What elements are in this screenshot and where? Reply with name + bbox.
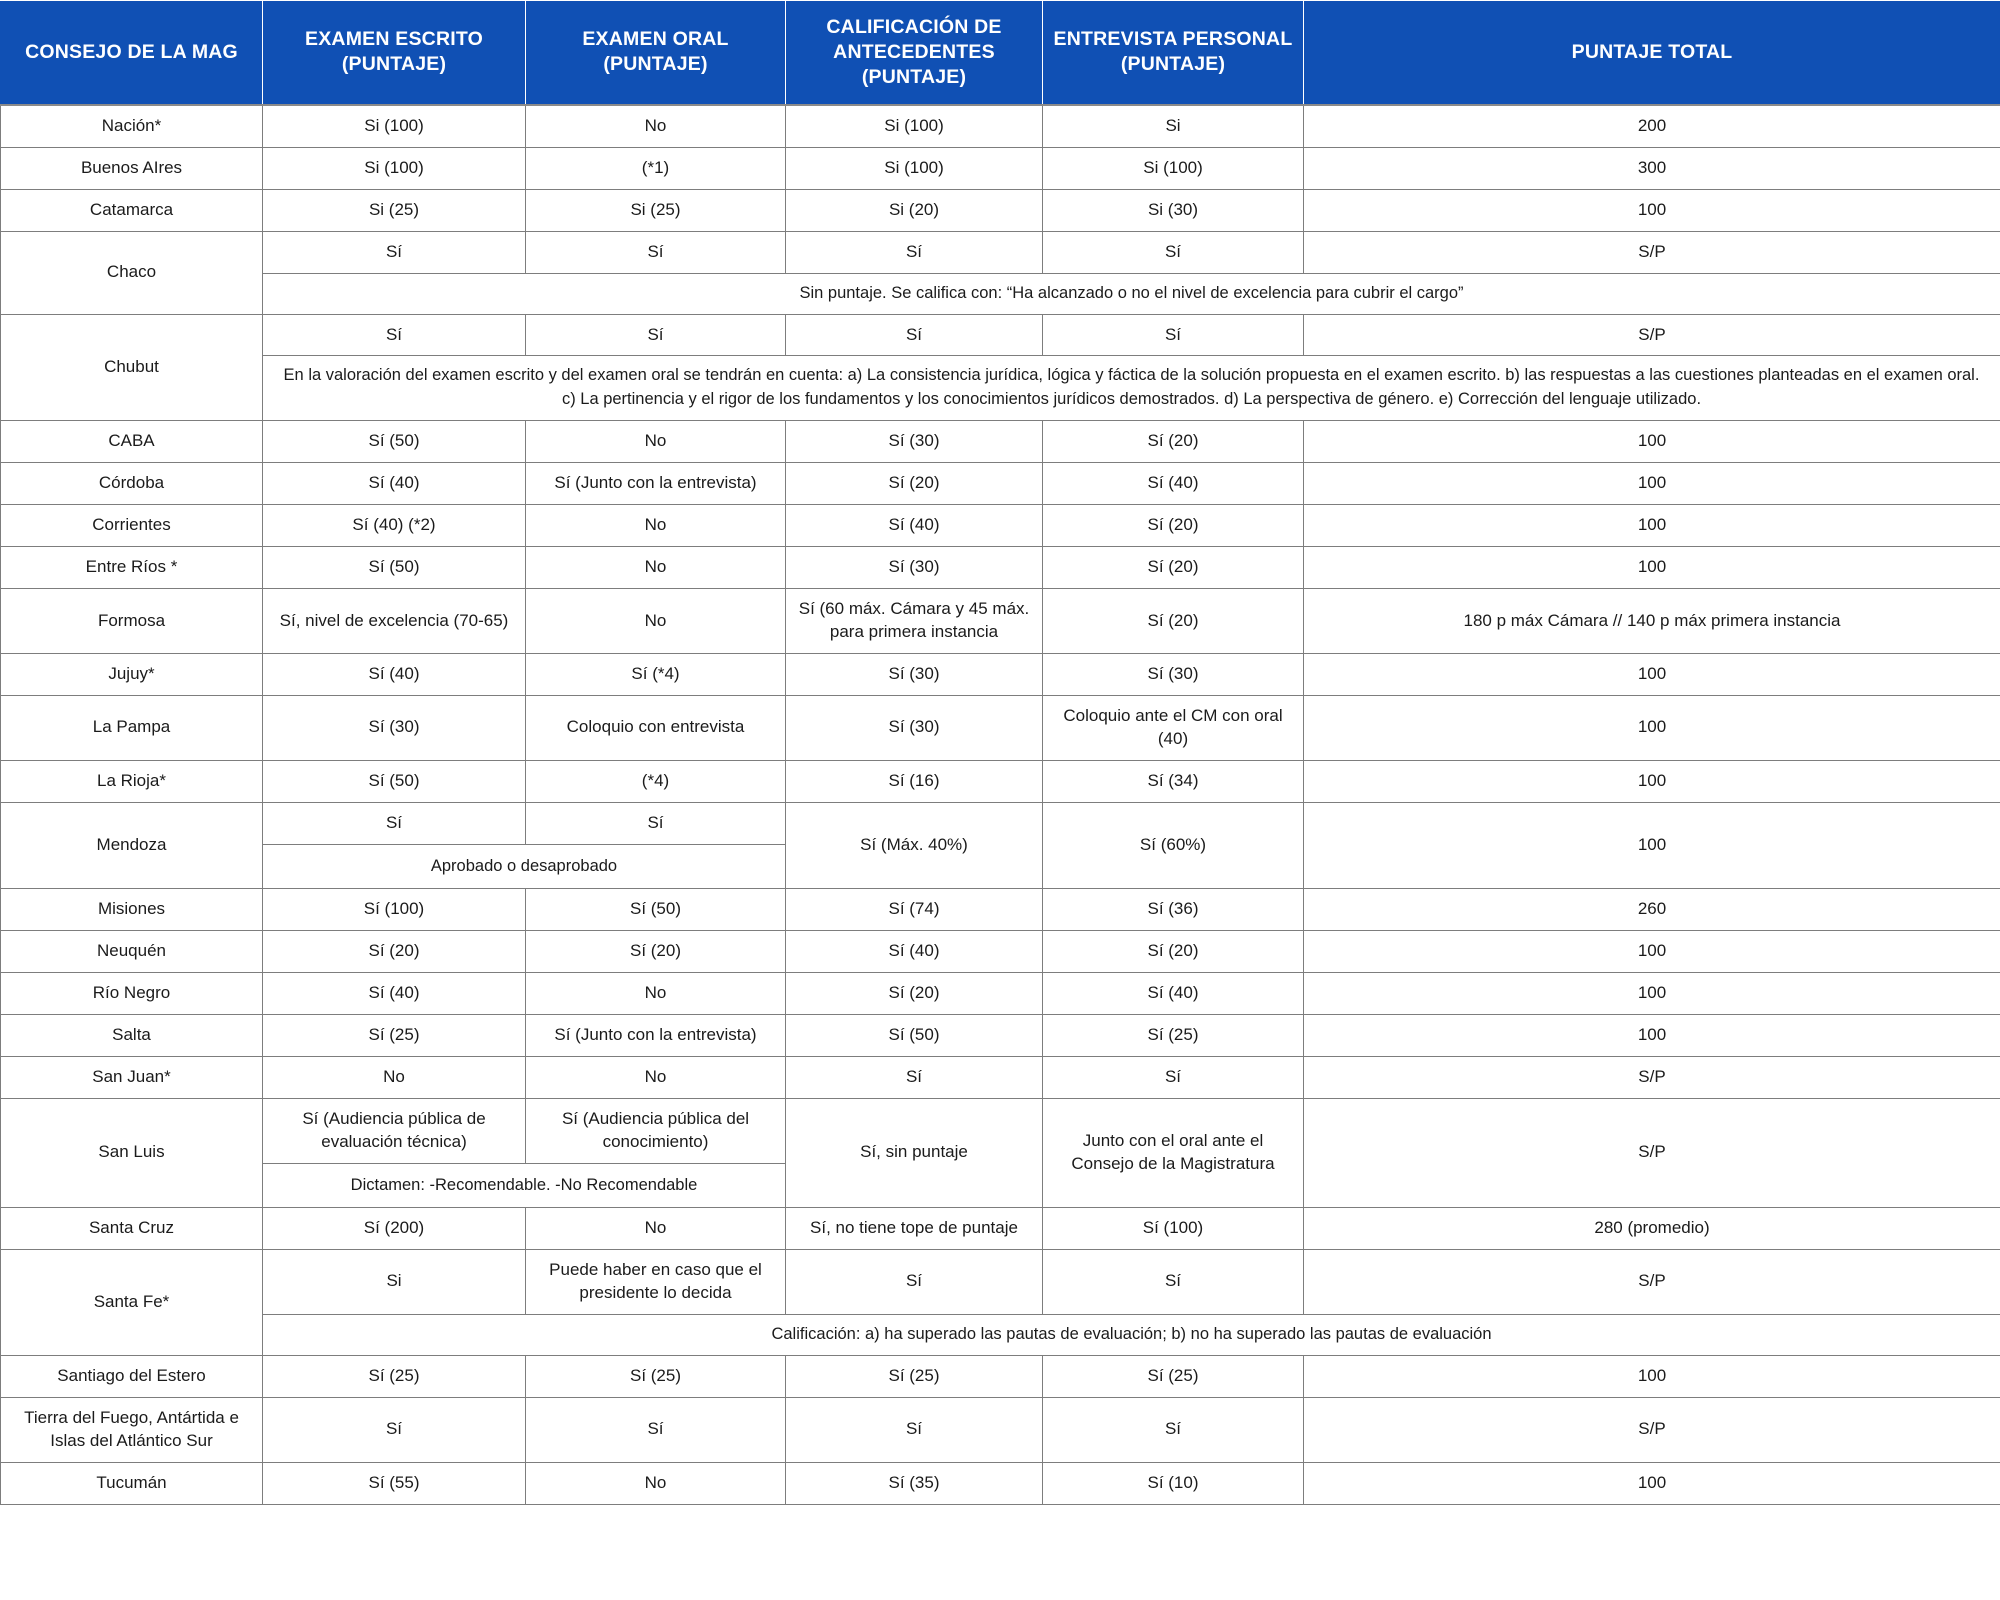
row-note: Aprobado o desaprobado <box>263 844 786 888</box>
row-puntaje-total: 100 <box>1304 972 2000 1014</box>
row-antecedentes: Sí <box>786 314 1043 356</box>
column-header-antecedentes <box>786 1 1043 105</box>
row-antecedentes: Sí <box>786 231 1043 273</box>
row-entrevista: Sí <box>1043 1249 1304 1314</box>
row-examen-oral: Sí (20) <box>526 930 786 972</box>
row-antecedentes: Sí (30) <box>786 653 1043 695</box>
row-antecedentes: Sí (30) <box>786 695 1043 760</box>
column-header-examen-oral <box>526 1 786 105</box>
row-entrevista: Coloquio ante el CM con oral (40) <box>1043 695 1304 760</box>
row-examen-escrito: Si (100) <box>263 147 526 189</box>
column-header-entrevista-line2: (PUNTAJE) <box>1120 53 1226 76</box>
row-puntaje-total: 100 <box>1304 802 2000 888</box>
row-examen-escrito: Si <box>263 1249 526 1314</box>
row-consejo-name: Jujuy* <box>1 653 263 695</box>
row-note: En la valoración del examen escrito y del examen oral se tendrán en cuenta: a) La consistencia jurídica, lógica y fáctica de la solución propuesta en el examen escrito. b) las respuestas a las cuestiones planteadas en el examen oral. c) La pertinencia y el rigor de los fundamentos y los conocimientos jurídicos demostrados. d) La perspectiva de género. e) Corrección del lenguaje utilizado. <box>263 356 2000 421</box>
row-examen-escrito: Sí <box>263 802 526 844</box>
row-examen-oral: No <box>526 1056 786 1098</box>
row-consejo-name: Santa Cruz <box>1 1208 263 1250</box>
row-examen-escrito: Sí (40) (*2) <box>263 505 526 547</box>
row-consejo-name: San Juan* <box>1 1056 263 1098</box>
row-puntaje-total: 100 <box>1304 1355 2000 1397</box>
row-antecedentes: Si (100) <box>786 105 1043 147</box>
table-row <box>1 802 2000 844</box>
row-examen-escrito: Sí (40) <box>263 972 526 1014</box>
row-examen-oral: Sí <box>526 231 786 273</box>
row-examen-oral: Sí (50) <box>526 889 786 931</box>
table-row <box>1 653 2000 695</box>
row-consejo-name: Nación* <box>1 105 263 147</box>
table-row <box>1 1056 2000 1098</box>
row-entrevista: Sí <box>1043 314 1304 356</box>
row-examen-oral: No <box>526 589 786 654</box>
column-header-examen-oral-line2: (PUNTAJE) <box>603 53 708 76</box>
row-entrevista: Sí (36) <box>1043 889 1304 931</box>
row-examen-oral: No <box>526 105 786 147</box>
header-row <box>1 1 2000 105</box>
table-row <box>1 695 2000 760</box>
row-examen-escrito: Sí (25) <box>263 1355 526 1397</box>
row-examen-oral: No <box>526 421 786 463</box>
row-consejo-name: La Rioja* <box>1 760 263 802</box>
row-puntaje-total: 200 <box>1304 105 2000 147</box>
row-puntaje-total: 300 <box>1304 147 2000 189</box>
row-examen-oral: No <box>526 505 786 547</box>
row-examen-escrito: Sí <box>263 314 526 356</box>
table-row <box>1 1208 2000 1250</box>
row-examen-oral: Coloquio con entrevista <box>526 695 786 760</box>
row-note: Dictamen: -Recomendable. -No Recomendable <box>263 1163 786 1207</box>
table-row <box>1 231 2000 273</box>
row-entrevista: Sí (20) <box>1043 589 1304 654</box>
row-examen-escrito: Sí (55) <box>263 1462 526 1504</box>
row-consejo-name: Córdoba <box>1 463 263 505</box>
table-row <box>1 930 2000 972</box>
row-puntaje-total: 100 <box>1304 505 2000 547</box>
row-entrevista: Sí (60%) <box>1043 802 1304 888</box>
column-header-antecedentes-line2: ANTECEDENTES (PUNTAJE) <box>833 40 995 88</box>
row-examen-escrito: Sí (40) <box>263 653 526 695</box>
row-entrevista: Si (30) <box>1043 189 1304 231</box>
row-puntaje-total: 100 <box>1304 1462 2000 1504</box>
table-row <box>1 1462 2000 1504</box>
row-examen-escrito: Sí (50) <box>263 547 526 589</box>
row-antecedentes: Sí (30) <box>786 421 1043 463</box>
row-examen-oral: Sí <box>526 1397 786 1462</box>
row-entrevista: Sí <box>1043 1056 1304 1098</box>
table-row <box>1 1098 2000 1163</box>
row-examen-oral: No <box>526 547 786 589</box>
row-antecedentes: Sí (Máx. 40%) <box>786 802 1043 888</box>
row-consejo-name: Santa Fe* <box>1 1249 263 1355</box>
row-consejo-name: CABA <box>1 421 263 463</box>
row-antecedentes: Sí <box>786 1056 1043 1098</box>
table-row <box>1 505 2000 547</box>
row-entrevista: Sí (20) <box>1043 547 1304 589</box>
row-examen-escrito: Sí (20) <box>263 930 526 972</box>
column-header-puntaje-total-line1: PUNTAJE TOTAL <box>1571 40 1733 63</box>
column-header-puntaje-total <box>1304 1 2000 105</box>
row-examen-escrito: Sí <box>263 231 526 273</box>
row-examen-escrito: Sí (200) <box>263 1208 526 1250</box>
row-consejo-name: Santiago del Estero <box>1 1355 263 1397</box>
row-puntaje-total: S/P <box>1304 1249 2000 1314</box>
row-examen-oral: Sí (Audiencia pública del conocimiento) <box>526 1098 786 1163</box>
row-antecedentes: Sí, sin puntaje <box>786 1098 1043 1207</box>
row-entrevista: Sí (34) <box>1043 760 1304 802</box>
row-antecedentes: Sí (25) <box>786 1355 1043 1397</box>
table-row <box>1 421 2000 463</box>
table-row <box>1 1355 2000 1397</box>
table-row <box>1 889 2000 931</box>
row-puntaje-total: 100 <box>1304 930 2000 972</box>
table-row <box>1 314 2000 356</box>
row-examen-escrito: Sí (30) <box>263 695 526 760</box>
column-header-antecedentes-line1: CALIFICACIÓN DE <box>826 16 1002 38</box>
row-entrevista: Sí (25) <box>1043 1014 1304 1056</box>
table-row-note <box>1 356 2000 421</box>
row-antecedentes: Si (100) <box>786 147 1043 189</box>
row-puntaje-total: 100 <box>1304 421 2000 463</box>
row-examen-oral: (*4) <box>526 760 786 802</box>
row-examen-oral: No <box>526 972 786 1014</box>
row-consejo-name: Buenos AIres <box>1 147 263 189</box>
row-puntaje-total: 100 <box>1304 547 2000 589</box>
table-row <box>1 589 2000 654</box>
row-note: Calificación: a) ha superado las pautas de evaluación; b) no ha superado las pautas de evaluación <box>263 1314 2000 1355</box>
row-antecedentes: Sí (20) <box>786 972 1043 1014</box>
row-consejo-name: Chaco <box>1 231 263 314</box>
column-header-consejo <box>1 1 263 105</box>
table-row-note <box>1 1314 2000 1355</box>
row-puntaje-total: S/P <box>1304 1056 2000 1098</box>
row-antecedentes: Sí (30) <box>786 547 1043 589</box>
row-entrevista: Junto con el oral ante el Consejo de la Magistratura <box>1043 1098 1304 1207</box>
row-puntaje-total: 100 <box>1304 653 2000 695</box>
table-row <box>1 147 2000 189</box>
row-examen-escrito: Sí (100) <box>263 889 526 931</box>
row-examen-escrito: Sí (Audiencia pública de evaluación técnica) <box>263 1098 526 1163</box>
row-antecedentes: Sí, no tiene tope de puntaje <box>786 1208 1043 1250</box>
row-puntaje-total: 100 <box>1304 1014 2000 1056</box>
row-examen-oral: No <box>526 1208 786 1250</box>
row-antecedentes: Sí (16) <box>786 760 1043 802</box>
row-consejo-name: Formosa <box>1 589 263 654</box>
table-header <box>1 1 2000 105</box>
row-antecedentes: Si (20) <box>786 189 1043 231</box>
table-row <box>1 463 2000 505</box>
row-consejo-name: Catamarca <box>1 189 263 231</box>
row-entrevista: Sí (40) <box>1043 463 1304 505</box>
row-consejo-name: Misiones <box>1 889 263 931</box>
column-header-examen-oral-line1: EXAMEN ORAL <box>582 28 729 51</box>
table-row <box>1 1014 2000 1056</box>
row-examen-oral: Sí (25) <box>526 1355 786 1397</box>
column-header-entrevista <box>1043 1 1304 105</box>
row-consejo-name: Salta <box>1 1014 263 1056</box>
row-examen-escrito: Sí (50) <box>263 421 526 463</box>
row-puntaje-total: 100 <box>1304 695 2000 760</box>
row-examen-escrito: Si (100) <box>263 105 526 147</box>
table-row-note <box>1 273 2000 314</box>
row-note: Sin puntaje. Se califica con: “Ha alcanzado o no el nivel de excelencia para cubrir el cargo” <box>263 273 2000 314</box>
row-antecedentes: Sí (35) <box>786 1462 1043 1504</box>
row-puntaje-total: 180 p máx Cámara // 140 p máx primera instancia <box>1304 589 2000 654</box>
row-entrevista: Sí (100) <box>1043 1208 1304 1250</box>
row-examen-oral: No <box>526 1462 786 1504</box>
row-entrevista: Sí <box>1043 231 1304 273</box>
row-antecedentes: Sí (60 máx. Cámara y 45 máx. para primera instancia <box>786 589 1043 654</box>
column-header-examen-escrito-line1: EXAMEN ESCRITO <box>305 28 483 51</box>
row-consejo-name: Neuquén <box>1 930 263 972</box>
row-examen-escrito: No <box>263 1056 526 1098</box>
column-header-examen-escrito <box>263 1 526 105</box>
table-row <box>1 1249 2000 1314</box>
row-antecedentes: Sí (20) <box>786 463 1043 505</box>
row-entrevista: Sí (20) <box>1043 505 1304 547</box>
table-row <box>1 105 2000 147</box>
row-examen-escrito: Sí, nivel de excelencia (70-65) <box>263 589 526 654</box>
row-examen-oral: Puede haber en caso que el presidente lo decida <box>526 1249 786 1314</box>
row-examen-oral: Sí (*4) <box>526 653 786 695</box>
row-consejo-name: Río Negro <box>1 972 263 1014</box>
row-examen-escrito: Sí <box>263 1397 526 1462</box>
row-antecedentes: Sí (40) <box>786 505 1043 547</box>
row-entrevista: Sí (30) <box>1043 653 1304 695</box>
row-puntaje-total: S/P <box>1304 314 2000 356</box>
row-antecedentes: Sí (50) <box>786 1014 1043 1056</box>
row-examen-oral: (*1) <box>526 147 786 189</box>
table-body <box>1 105 2000 1504</box>
row-entrevista: Sí <box>1043 1397 1304 1462</box>
row-examen-oral: Sí (Junto con la entrevista) <box>526 463 786 505</box>
row-consejo-name: Entre Ríos * <box>1 547 263 589</box>
column-header-consejo-line1: CONSEJO DE LA MAG <box>25 40 238 63</box>
row-consejo-name: Corrientes <box>1 505 263 547</box>
row-consejo-name: Tucumán <box>1 1462 263 1504</box>
row-antecedentes: Sí (40) <box>786 930 1043 972</box>
row-puntaje-total: S/P <box>1304 231 2000 273</box>
row-consejo-name: San Luis <box>1 1098 263 1207</box>
row-examen-escrito: Sí (50) <box>263 760 526 802</box>
row-puntaje-total: 280 (promedio) <box>1304 1208 2000 1250</box>
row-consejo-name: La Pampa <box>1 695 263 760</box>
column-header-entrevista-line1: ENTREVISTA PERSONAL <box>1053 28 1293 51</box>
row-antecedentes: Sí <box>786 1397 1043 1462</box>
row-examen-oral: Sí <box>526 314 786 356</box>
row-examen-oral: Sí (Junto con la entrevista) <box>526 1014 786 1056</box>
row-puntaje-total: 100 <box>1304 189 2000 231</box>
table-row <box>1 1397 2000 1462</box>
column-header-examen-escrito-line2: (PUNTAJE) <box>341 53 447 76</box>
row-puntaje-total: 100 <box>1304 463 2000 505</box>
row-antecedentes: Sí (74) <box>786 889 1043 931</box>
row-puntaje-total: S/P <box>1304 1098 2000 1207</box>
table-row <box>1 547 2000 589</box>
row-entrevista: Si <box>1043 105 1304 147</box>
row-puntaje-total: 260 <box>1304 889 2000 931</box>
row-puntaje-total: S/P <box>1304 1397 2000 1462</box>
row-consejo-name: Mendoza <box>1 802 263 888</box>
row-examen-escrito: Si (25) <box>263 189 526 231</box>
table-row <box>1 760 2000 802</box>
row-entrevista: Sí (20) <box>1043 930 1304 972</box>
row-entrevista: Sí (40) <box>1043 972 1304 1014</box>
row-consejo-name: Tierra del Fuego, Antártida e Islas del Atlántico Sur <box>1 1397 263 1462</box>
row-consejo-name: Chubut <box>1 314 263 421</box>
row-examen-escrito: Sí (25) <box>263 1014 526 1056</box>
row-entrevista: Si (100) <box>1043 147 1304 189</box>
row-entrevista: Sí (20) <box>1043 421 1304 463</box>
row-examen-oral: Sí <box>526 802 786 844</box>
row-entrevista: Sí (25) <box>1043 1355 1304 1397</box>
row-antecedentes: Sí <box>786 1249 1043 1314</box>
table-row <box>1 972 2000 1014</box>
table-row <box>1 189 2000 231</box>
row-examen-escrito: Sí (40) <box>263 463 526 505</box>
row-entrevista: Sí (10) <box>1043 1462 1304 1504</box>
row-puntaje-total: 100 <box>1304 760 2000 802</box>
row-examen-oral: Si (25) <box>526 189 786 231</box>
